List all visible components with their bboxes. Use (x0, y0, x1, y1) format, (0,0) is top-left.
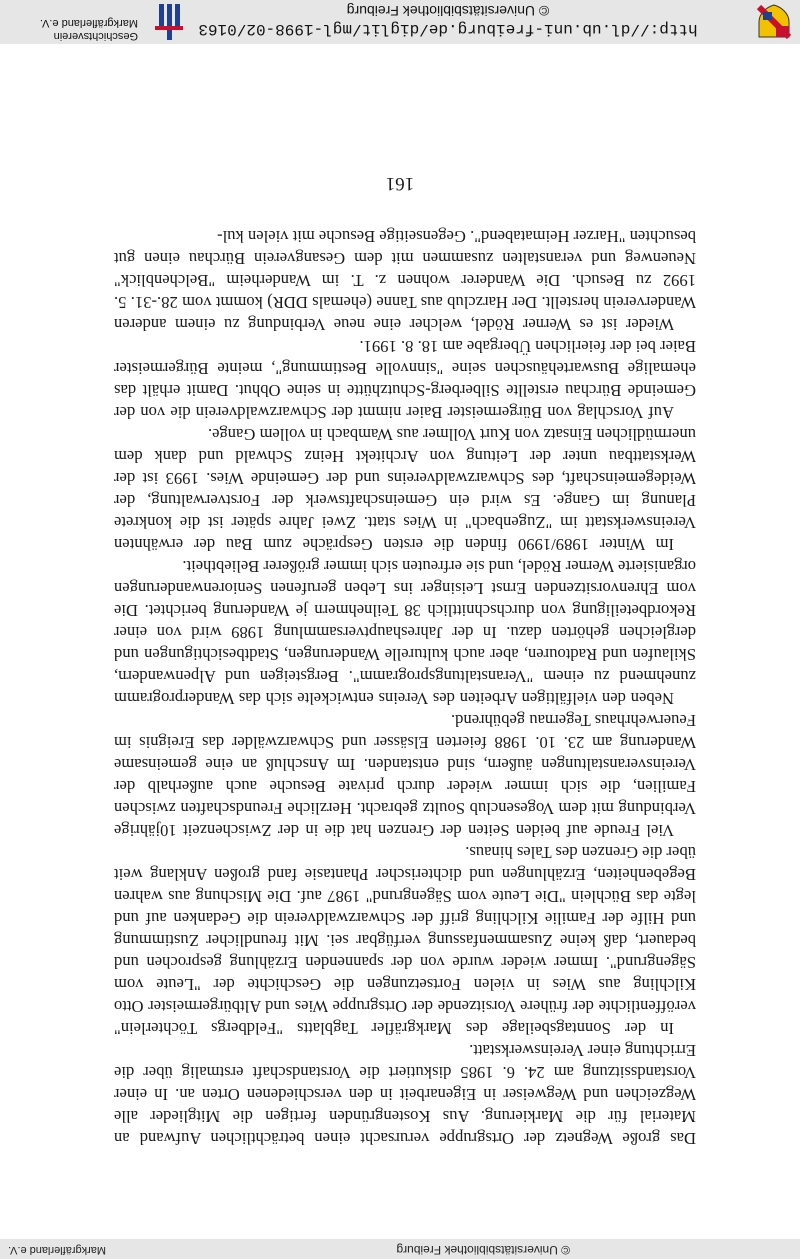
header-society: Markgräflerland e.V. (8, 1244, 107, 1256)
paragraph: Wieder ist es Werner Rödel, welcher eine neue Verbindung zu einem anderen Wanderverein herstellt. Der Harzclub aus Tanne (ehemals DDR) kommt vom 28.-31. 5. 1992 zu Besuch. Die Wanderer wohnen z. T. im Wanderheim "Belchenblick" Neuenweg und veranstalten zusammen mit dem Gesangverein Bürchau einen gut besuchten "Harzer Heimatabend". Gegenseitige Besuche mit vielen kul- (114, 227, 696, 334)
paragraph: Viel Freude auf beiden Seiten der Grenzen hat die in der Zwischenzeit 10jährige Verbindung mit dem Vogesenclub Soultz gebracht. Herzliche Freundschaften zwischen Familien, die sich immer wieder durch private Besuche auch außerhalb der Vereinsveranstaltungen äußern, sind entstanden. Im Anschluß an eine gemeinsame Wanderung am 23. 10. 1988 feierten Elsässer und Schwarzwälder das Ereignis im Feuerwehrhaus Tegernau gebührend. (114, 711, 696, 840)
footer-copyright: © Universitätsbibliothek Freiburg (346, 3, 550, 19)
footer-strip (0, 0, 800, 44)
society-line-2: Markgräflerland e.V. (39, 17, 138, 29)
paragraph: In der Sonntagsbeilage des Markgräfler Tagblatts "Feldbergs Töchterlein" veröffentlichte der frühere Vorsitzende der Ortsgruppe Wies und Altbürgermeister Otto Kilchling aus Wies in vielen Fortsetzungen die Geschichte der "Leute vom Sägengrund". Immer wieder wurde von der spannenden Erzählung gesprochen und bedauert, daß keine Zusammenfassung verfügbar sei. Mit freundlicher Zustimmung und Hilfe der Familie Kilchling griff der Schwarzwaldverein die Gedanken auf und legte das Büchlein "Die Leute vom Sägengrund" 1987 auf. Die Mischung aus wahren Begebenheiten, Erzählungen und dichterischer Phantasie fand großen Anklang weit über die Grenzen des Tales hinaus. (114, 843, 696, 1038)
header-strip (0, 1239, 800, 1259)
society-line-1: Geschichtsverein (53, 30, 138, 42)
paragraph: Im Winter 1989/1990 finden die ersten Gespräche zum Bau der erwähnten Vereinswerkstatt im "Zugenbach" in Wies statt. Zwei Jahre später ist die konkrete Planung im Gange. Es wird ein Gemeinschaftswerk der Forstverwaltung, der Weidegemeinschaft, des Schwarzwaldvereins und der Gemeinde Wies. 1993 ist der Werkstattbau unter der Leitung von Architekt Heinz Schwald und dank dem unermüdlichen Einsatz von Kurt Vollmer aus Wambach in vollem Gange. (114, 425, 696, 554)
university-logo-icon (155, 4, 183, 40)
body-text (114, 225, 696, 1149)
paragraph: Das große Wegnetz der Ortsgruppe verursacht einen beträchtlichen Aufwand an Material für die Markierung. Aus Kostengründen fertigen die Mitglieder alle Wegzeichen und Wegweiser in Eigenarbeit in den verschiedenen Orten an. In einer Vorstandssitzung am 24. 6. 1985 diskutiert die Vorstandschaft erstmalig über die Errichtung einer Vereinswerkstatt. (114, 1041, 696, 1148)
paragraph: Auf Vorschlag von Bürgermeister Baier nimmt der Schwarzwaldverein die von der Gemeinde Bürchau erstellte Silberberg-Schutzhütte in seine Obhut. Damit erhält das ehemalige Buswartehäuschen seine "sinnvolle Bestimmung", meinte Bürgermeister Baier bei der feierlichen Übergabe am 18. 8. 1991. (114, 337, 696, 422)
footer-text (148, 2, 748, 38)
page-number: 161 (385, 173, 415, 194)
society-name (10, 16, 138, 42)
header-copyright: © Universitätsbibliothek Freiburg (396, 1243, 570, 1257)
paragraph: Neben den vielfältigen Arbeiten des Vereins entwickelte sich das Wanderprogramm zunehmend zu einem "Veranstaltungsprogramm". Bergsteigen und Alpenwandern, Skilaufen und Radtouren, aber auch kulturelle Wanderungen, Stadtbesichtigungen und dergleichen gehörten dazu. In der Jahreshauptversammlung 1989 wird von einer Rekordbeteiligung von durchschnittlich 38 Teilnehmern je Wanderung berichtet. Die vom Ehrenvorsitzenden Ernst Leisinger ins Leben gerufenen Seniorenwanderungen organisierte Werner Rödel, und sie erfreuten sich immer größerer Beliebtheit. (114, 557, 696, 708)
coat-of-arms-icon (756, 4, 792, 40)
source-url[interactable]: http://dl.ub.uni-freiburg.de/diglit/mgl-1998-02/0163 (198, 20, 698, 38)
